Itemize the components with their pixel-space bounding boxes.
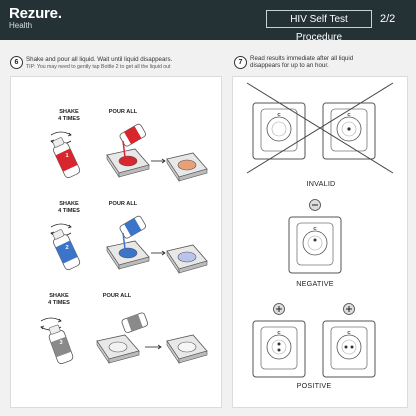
step-7-illustrations (233, 77, 409, 409)
positive-right-control-mark: C (347, 330, 351, 335)
step-6-number: 6 (10, 56, 23, 69)
row2-result-device (167, 245, 207, 273)
step-6-panel (10, 76, 222, 408)
row2-bottle-number: 2 (65, 245, 69, 251)
step-7-instruction-line1: Read results immediate after all liquid (250, 55, 354, 62)
page-title: HIV Self Test Procedure (266, 10, 372, 28)
row2-device (107, 241, 149, 269)
header-bar (0, 0, 416, 43)
invalid-left-control-mark: C (277, 112, 281, 117)
row3-arrow-icon (145, 345, 161, 349)
positive-left-control-mark: C (277, 330, 281, 335)
row1-bottle-number: 1 (65, 153, 69, 159)
row1-pour-label: POUR ALL (108, 109, 138, 115)
row2-arrow-icon (151, 251, 165, 255)
invalid-label: INVALID (306, 179, 336, 188)
brand-name: Rezure. (9, 5, 62, 22)
row3-result-device (167, 335, 207, 363)
plus-icon-right (344, 304, 355, 315)
step-7-panel (232, 76, 408, 408)
row3-shake-label: SHAKE (49, 293, 69, 299)
row3-pour-label: POUR ALL (102, 293, 132, 299)
row1-shake-times: 4 TIMES (58, 116, 80, 122)
row1-result-device (167, 153, 207, 181)
row2-pour-label: POUR ALL (108, 201, 138, 207)
minus-icon (310, 200, 321, 211)
invalid-right-control-mark: C (347, 112, 351, 117)
row1-device (107, 149, 149, 177)
row3-bottle-number: 3 (59, 340, 63, 346)
step-6-tip: TIP: You may need to gently tap Bottle 2 to get all the liquid out (26, 64, 171, 70)
negative-control-mark: C (313, 226, 317, 231)
row3-shake-times: 4 TIMES (48, 300, 70, 306)
row2-shake-label: SHAKE (59, 201, 79, 207)
row2-shake-times: 4 TIMES (58, 208, 80, 214)
row1-shake-label: SHAKE (59, 109, 79, 115)
brand-logo (9, 6, 62, 30)
step-7-number: 7 (234, 56, 247, 69)
row3-device (97, 335, 139, 363)
page-number: 2/2 (380, 13, 396, 25)
step-6-illustrations (11, 77, 223, 409)
row1-arrow-icon (151, 159, 165, 163)
row3-pour-bottle (121, 312, 148, 333)
plus-icon-left (274, 304, 285, 315)
brand-subtitle: Health (9, 21, 33, 30)
positive-label: POSITIVE (296, 381, 332, 390)
negative-label: NEGATIVE (296, 279, 334, 288)
step-6-instruction: Shake and pour all liquid. Wait until liquid disappears. (26, 56, 173, 63)
step-7-instruction-line2: disappears for up to an hour. (250, 62, 329, 69)
